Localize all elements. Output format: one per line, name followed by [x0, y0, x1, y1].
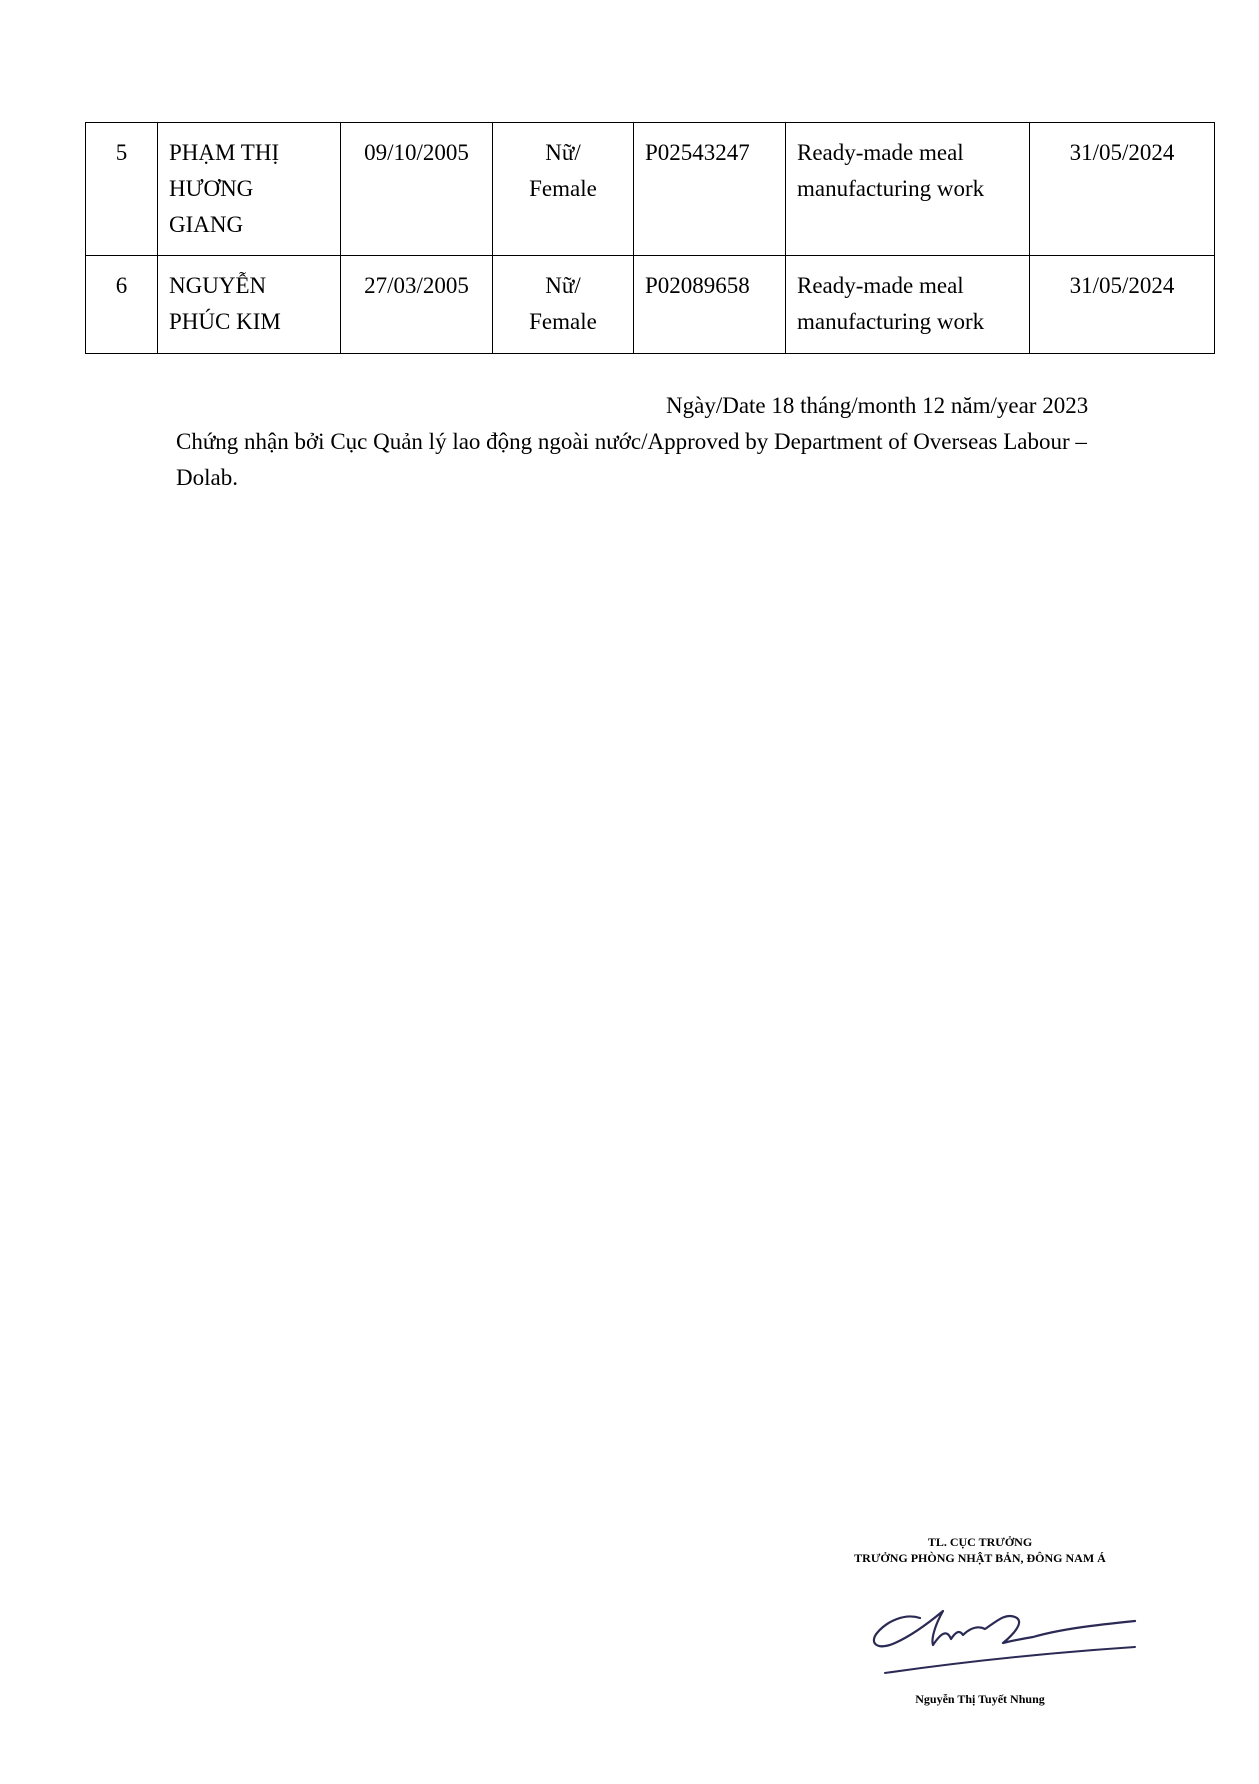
worker-name: NGUYỄN PHÚC KIM — [158, 256, 341, 354]
gender: Nữ/ Female — [493, 256, 634, 354]
row-date: 31/05/2024 — [1030, 256, 1215, 354]
date-of-birth: 27/03/2005 — [341, 256, 493, 354]
handwritten-signature — [865, 1573, 1165, 1683]
worker-name: PHẠM THỊ HƯƠNG GIANG — [158, 123, 341, 256]
table-row — [86, 123, 1215, 256]
row-number: 6 — [86, 256, 158, 354]
date-of-birth: 09/10/2005 — [341, 123, 493, 256]
job-description: Ready-made meal manufacturing work — [786, 256, 1030, 354]
approval-statement: Chứng nhận bởi Cục Quản lý lao động ngoài nước/Approved by Department of Overseas Labour – Dolab. — [176, 429, 1087, 490]
passport-number: P02543247 — [634, 123, 786, 256]
table-row — [86, 256, 1215, 354]
signature-block — [820, 1535, 1160, 1715]
issue-date-line: Ngày/Date 18 tháng/month 12 năm/year 2023 — [666, 393, 1089, 418]
signatory-department: TRƯỞNG PHÒNG NHẬT BẢN, ĐÔNG NAM Á — [854, 1551, 1106, 1565]
row-number: 5 — [86, 123, 158, 256]
gender: Nữ/ Female — [493, 123, 634, 256]
signature-stroke — [874, 1611, 1135, 1646]
workers-table — [85, 122, 1215, 354]
row-date: 31/05/2024 — [1030, 123, 1215, 256]
job-description: Ready-made meal manufacturing work — [786, 123, 1030, 256]
passport-number: P02089658 — [634, 256, 786, 354]
signatory-title: TL. CỤC TRƯỞNG — [927, 1535, 1033, 1549]
signature-underline — [885, 1647, 1135, 1673]
signer-name: Nguyễn Thị Tuyết Nhung — [915, 1692, 1045, 1706]
